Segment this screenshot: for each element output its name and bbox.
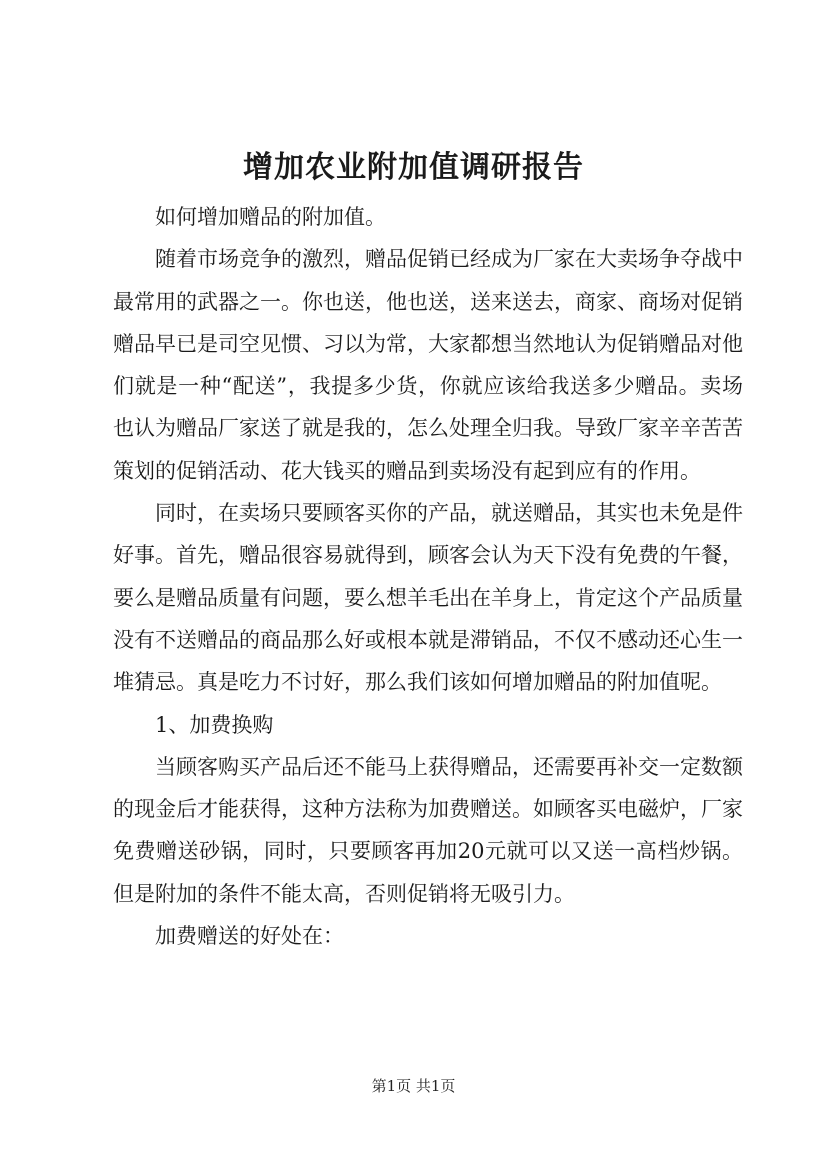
paragraph-method-1: 当顾客购买产品后还不能马上获得赠品，还需要再补交一定数额的现金后才能获得，这种方法称为加费赠送。如顾客买电磁炉，厂家免费赠送砂锅，同时，只要顾客再加20元就可以又送一高档炒锅。但是附加的条件不能太高，否则促销将无吸引力。 (113, 754, 743, 906)
section-heading-1: 1、加费换购 (155, 712, 274, 737)
paragraph-background: 随着市场竞争的激烈，赠品促销已经成为厂家在大卖场争夺战中最常用的武器之一。你也送，他也送，送来送去，商家、商场对促销赠品早已是司空见惯、习以为常，大家都想当然地认为促销赠品对他们就是一种“配送”，我提多少货，你就应该给我送多少赠品。卖场也认为赠品厂家送了就是我的，怎么处理全归我。导致厂家辛辛苦苦策划的促销活动、花大钱买的赠品到卖场没有起到应有的作用。 (113, 247, 743, 483)
document-title: 增加农业附加值调研报告 (243, 150, 584, 185)
page-footer: 第1页 共1页 (371, 1077, 456, 1095)
document-body (113, 196, 743, 957)
paragraph-intro: 如何增加赠品的附加值。 (155, 205, 386, 229)
paragraph-benefits: 加费赠送的好处在： (155, 924, 344, 949)
paragraph-problem: 同时，在卖场只要顾客买你的产品，就送赠品，其实也未免是件好事。首先，赠品很容易就得到，顾客会认为天下没有免费的午餐，要么是赠品质量有问题，要么想羊毛出在羊身上，肯定这个产品质量没有不送赠品的商品那么好或根本就是滞销品，不仅不感动还心生一堆猜忌。真是吃力不讨好，那么我们该如何增加赠品的附加值呢。 (113, 501, 743, 695)
